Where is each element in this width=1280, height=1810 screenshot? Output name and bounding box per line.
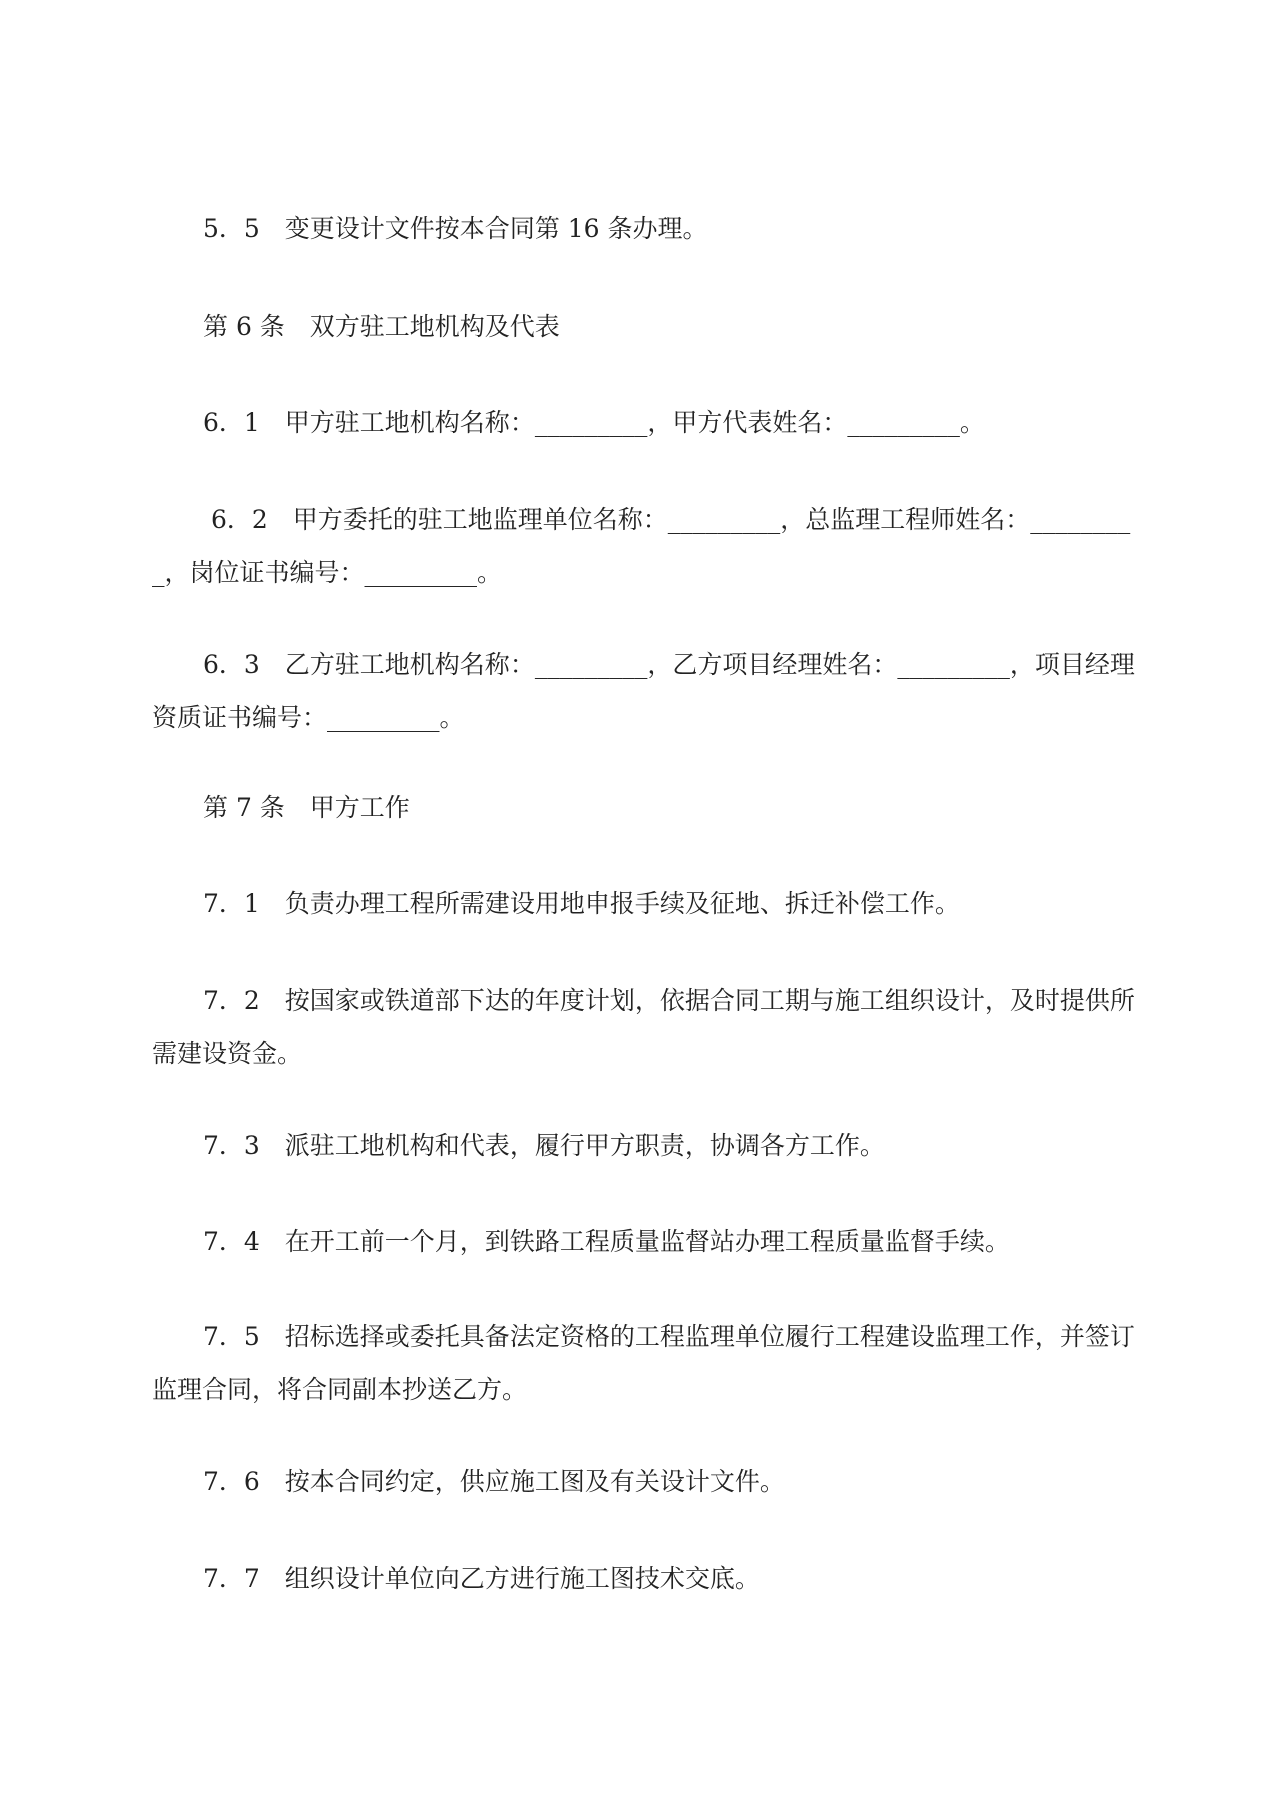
clause-6-2: 6．2 甲方委托的驻工地监理单位名称：_________，总监理工程师姓名：_________，岗位证书编号：_________。 bbox=[152, 505, 1131, 587]
clause-7-2: 7．2 按国家或铁道部下达的年度计划，依据合同工期与施工组织设计，及时提供所需建设资金。 bbox=[152, 986, 1135, 1068]
clause-7-4: 7．4 在开工前一个月，到铁路工程质量监督站办理工程质量监督手续。 bbox=[203, 1227, 1010, 1256]
clause-7-1: 7．1 负责办理工程所需建设用地申报手续及征地、拆迁补偿工作。 bbox=[203, 889, 960, 918]
article-6-heading: 第 6 条 双方驻工地机构及代表 bbox=[203, 312, 560, 341]
clause-7-7: 7．7 组织设计单位向乙方进行施工图技术交底。 bbox=[203, 1564, 760, 1593]
article-7-heading: 第 7 条 甲方工作 bbox=[203, 793, 410, 822]
clause-7-6: 7．6 按本合同约定，供应施工图及有关设计文件。 bbox=[203, 1467, 785, 1496]
clause-5-5: 5．5 变更设计文件按本合同第 16 条办理。 bbox=[203, 214, 708, 243]
clause-6-3: 6．3 乙方驻工地机构名称：_________，乙方项目经理姓名：_________，项目经理资质证书编号：_________。 bbox=[152, 650, 1135, 732]
clause-7-3: 7．3 派驻工地机构和代表，履行甲方职责，协调各方工作。 bbox=[203, 1131, 885, 1160]
clause-7-5: 7．5 招标选择或委托具备法定资格的工程监理单位履行工程建设监理工作，并签订监理合同，将合同副本抄送乙方。 bbox=[152, 1322, 1135, 1404]
clause-6-1: 6．1 甲方驻工地机构名称：_________，甲方代表姓名：_________。 bbox=[203, 408, 985, 437]
